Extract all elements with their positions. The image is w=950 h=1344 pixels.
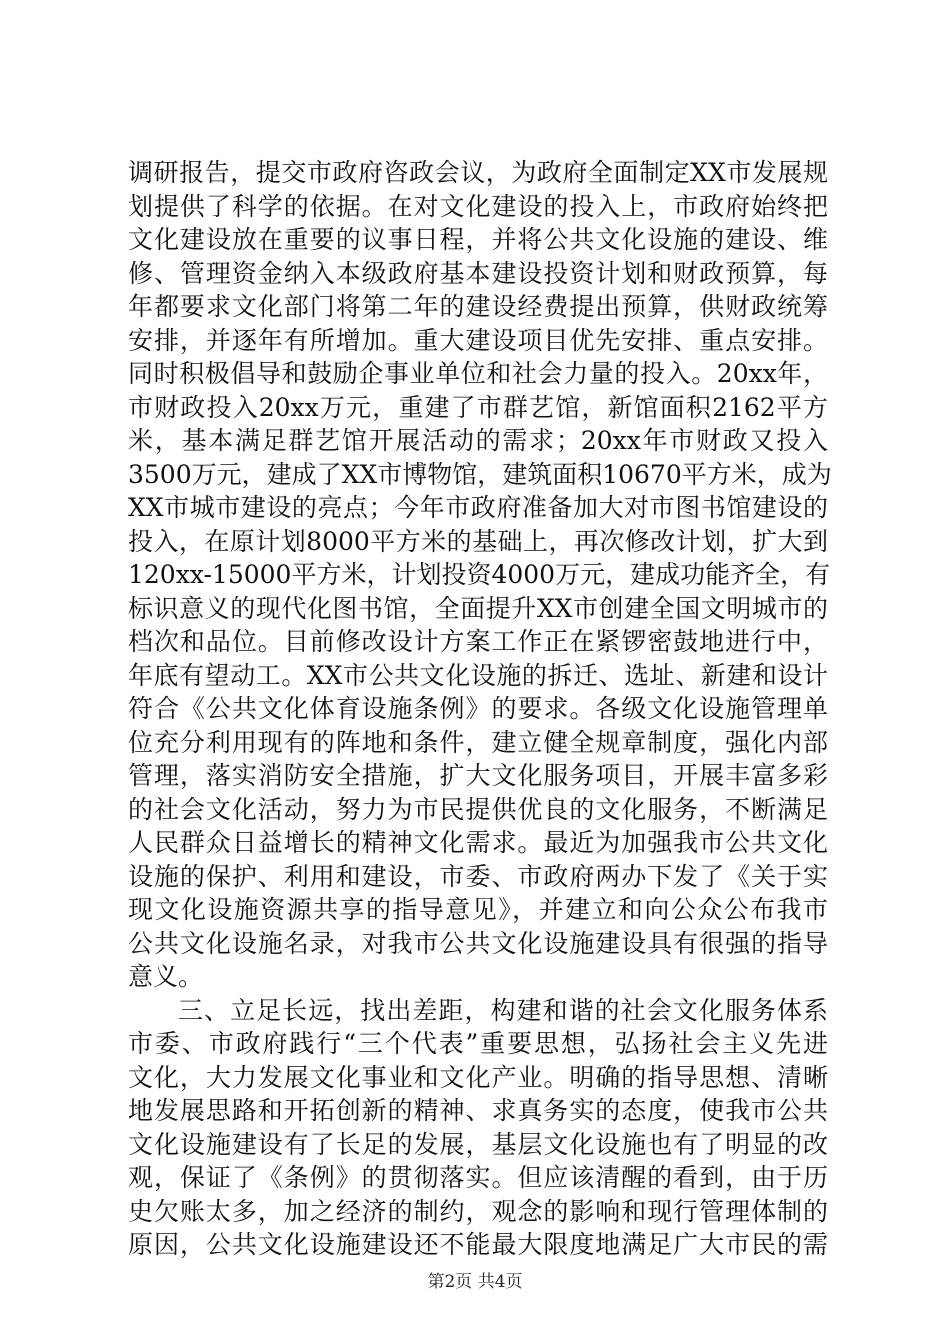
text-line: 米，基本满足群艺馆开展活动的需求；20xx年市财政又投入 xyxy=(128,426,828,455)
text-line: 的社会文化活动，努力为市民提供优良的文化服务，不断满足 xyxy=(128,794,828,824)
text-line: 年都要求文化部门将第二年的建设经费提出预算，供财政统筹 xyxy=(128,292,828,321)
text-line: 120xx-15000平方米，计划投资4000万元，建成功能齐全，有 xyxy=(128,560,831,589)
text-line: 档次和品位。目前修改设计方案工作正在紧锣密鼓地进行中， xyxy=(128,627,828,656)
text-line: 观，保证了《条例》的贯彻落实。但应该清醒的看到，由于历 xyxy=(128,1163,828,1192)
text-line: 地发展思路和开拓创新的精神、求真务实的态度，使我市公共 xyxy=(128,1096,828,1125)
text-line: 市委、市政府践行“三个代表”重要思想，弘扬社会主义先进 xyxy=(128,1029,828,1058)
text-line: 市财政投入20xx万元，重建了市群艺馆，新馆面积2162平方 xyxy=(128,392,828,422)
text-line: 位充分利用现有的阵地和条件，建立健全规章制度，强化内部 xyxy=(128,727,828,757)
text-line: 文化设施建设有了长足的发展，基层文化设施也有了明显的改 xyxy=(128,1129,828,1159)
text-line: 设施的保护、利用和建设，市委、市政府两办下发了《关于实 xyxy=(128,861,828,891)
text-line: 现文化设施资源共享的指导意见》，并建立和向公众公布我市 xyxy=(128,895,828,924)
text-line: 文化建设放在重要的议事日程，并将公共文化设施的建设、维 xyxy=(128,225,828,254)
text-line: 人民群众日益增长的精神文化需求。最近为加强我市公共文化 xyxy=(128,828,828,857)
text-line: 修、管理资金纳入本级政府基本建设投资计划和财政预算，每 xyxy=(128,258,828,288)
text-line: 管理，落实消防安全措施，扩大文化服务项目，开展丰富多彩 xyxy=(128,761,828,790)
text-line: 投入，在原计划8000平方米的基础上，再次修改计划，扩大到 xyxy=(128,526,828,556)
text-line: 史欠账太多，加之经济的制约，观念的影响和现行管理体制的 xyxy=(128,1196,828,1226)
text-line: 标识意义的现代化图书馆，全面提升XX市创建全国文明城市的 xyxy=(128,593,828,623)
text-line: 同时积极倡导和鼓励企事业单位和社会力量的投入。20xx年， xyxy=(128,359,828,388)
document-body xyxy=(128,156,832,1262)
text-line: 调研报告，提交市政府咨政会议，为政府全面制定XX市发展规 xyxy=(128,158,828,187)
text-line: 安排，并逐年有所增加。重大建设项目优先安排、重点安排。 xyxy=(128,325,828,355)
text-line: 3500万元，建成了XX市博物馆，建筑面积10670平方米，成为 xyxy=(128,459,832,489)
text-line: 文化，大力发展文化事业和文化产业。明确的指导思想、清晰 xyxy=(128,1062,828,1092)
text-line: 原因，公共文化设施建设还不能最大限度地满足广大市民的需 xyxy=(128,1230,828,1259)
text-line: XX市城市建设的亮点；今年市政府准备加大对市图书馆建设的 xyxy=(128,493,828,522)
page-number-footer: 第2页 共4页 xyxy=(427,1272,523,1292)
text-line: 划提供了科学的依据。在对文化建设的投入上，市政府始终把 xyxy=(128,191,828,221)
text-line: 年底有望动工。XX市公共文化设施的拆迁、选址、新建和设计 xyxy=(128,660,828,690)
paragraph-end-line: 意义。 xyxy=(128,962,204,991)
text-line: 公共文化设施名录，对我市公共文化设施建设具有很强的指导 xyxy=(128,928,828,958)
text-line: 符合《公共文化体育设施条例》的要求。各级文化设施管理单 xyxy=(128,694,828,723)
section-heading: 三、立足长远，找出差距，构建和谐的社会文化服务体系 xyxy=(178,995,828,1025)
